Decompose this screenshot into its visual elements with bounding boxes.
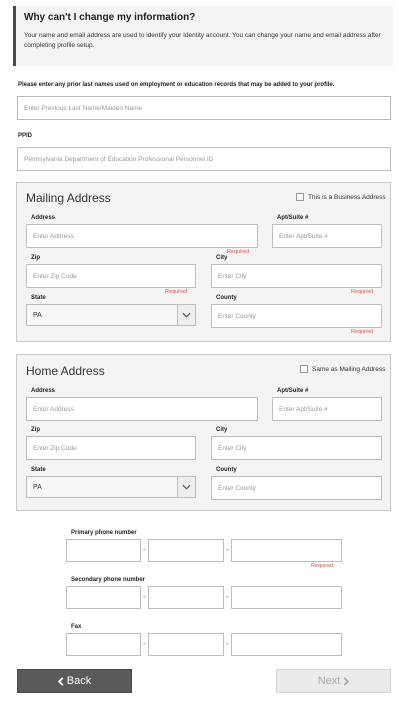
mailing-county-label: County [216,295,237,301]
back-button-label: Back [66,675,92,687]
mailing-city-label: City [216,255,228,261]
mailing-city-required: Required [351,289,374,295]
info-title: Why can't I change my information? [24,12,196,23]
mailing-county-input[interactable]: Enter County [211,304,382,328]
home-city-label: City [216,427,228,433]
business-address-label: This is a Business Address [308,193,386,201]
prior-names-label: Please enter any prior last names used on employment or education records that may be added to your profile. [18,82,335,88]
same-as-mailing-label: Same as Mailing Address [312,365,386,373]
secondary-phone-line[interactable] [231,586,342,609]
phone-separator: - [226,639,229,648]
home-zip-input[interactable]: Enter Zip Code [26,436,196,460]
same-as-mailing-checkbox[interactable] [300,365,385,373]
mailing-zip-required: Required [165,289,188,295]
back-button[interactable] [17,669,132,693]
mailing-address-label: Address [31,215,56,221]
primary-phone-prefix[interactable] [148,539,224,562]
phone-separator: - [143,545,146,554]
home-county-input[interactable]: Enter County [211,476,382,500]
primary-phone-line[interactable] [231,539,342,562]
phone-separator: - [143,639,146,648]
chevron-right-icon [343,677,349,686]
secondary-phone-prefix[interactable] [148,586,224,609]
chevron-left-icon [58,677,64,686]
next-button-label: Next [317,675,341,687]
ppid-label: PPID [18,133,33,139]
fax-line[interactable] [231,633,342,656]
chevron-down-icon[interactable] [177,477,195,497]
ppid-input[interactable]: Pennsylvania Department of Education Professional Personnel ID [17,147,391,171]
mailing-address-input[interactable]: Enter Address [26,224,258,248]
home-address-label: Address [31,388,56,394]
home-state-value: PA [33,483,42,491]
home-county-label: County [216,467,237,473]
home-apt-input[interactable]: Enter Apt/Suite # [272,397,382,421]
mailing-apt-label: Apt/Suite # [277,215,309,221]
mailing-state-select[interactable] [26,304,196,326]
home-city-input[interactable]: Enter City [211,436,382,460]
home-state-select[interactable] [26,476,196,498]
phone-separator: - [226,592,229,601]
chevron-down-icon[interactable] [177,305,195,325]
mailing-zip-input[interactable]: Enter Zip Code [26,264,196,288]
home-address-title: Home Address [26,364,105,378]
business-address-checkbox[interactable] [296,193,386,201]
mailing-zip-label: Zip [31,255,40,261]
info-text: Your name and email address are used to identify your Identity account. You can change your name and email address after completing profile setup. [24,32,381,49]
mailing-address-required: Required [227,249,250,255]
secondary-phone-label: Secondary phone number [71,577,146,583]
checkbox-icon[interactable] [300,365,308,373]
info-box [13,6,393,66]
phone-separator: - [143,592,146,601]
primary-phone-label: Primary phone number [71,530,137,536]
primary-phone-area-code[interactable] [66,539,141,562]
mailing-apt-input[interactable]: Enter Apt/Suite # [272,224,382,248]
secondary-phone-area-code[interactable] [66,586,141,609]
mailing-county-required: Required [351,329,374,335]
mailing-address-title: Mailing Address [26,191,111,205]
mailing-state-label: State [31,295,46,301]
home-address-input[interactable]: Enter Address [26,397,258,421]
prior-names-input[interactable]: Enter Previous Last Name/Maiden Name [17,96,391,120]
primary-phone-required: Required [311,563,334,569]
mailing-city-input[interactable]: Enter City [211,264,382,288]
home-state-label: State [31,467,46,473]
mailing-state-value: PA [33,311,42,319]
home-zip-label: Zip [31,427,40,433]
fax-label: Fax [71,624,82,630]
next-button[interactable] [276,669,391,693]
fax-prefix[interactable] [148,633,224,656]
home-apt-label: Apt/Suite # [277,388,309,394]
fax-area-code[interactable] [66,633,141,656]
phone-separator: - [226,545,229,554]
checkbox-icon[interactable] [296,193,304,201]
